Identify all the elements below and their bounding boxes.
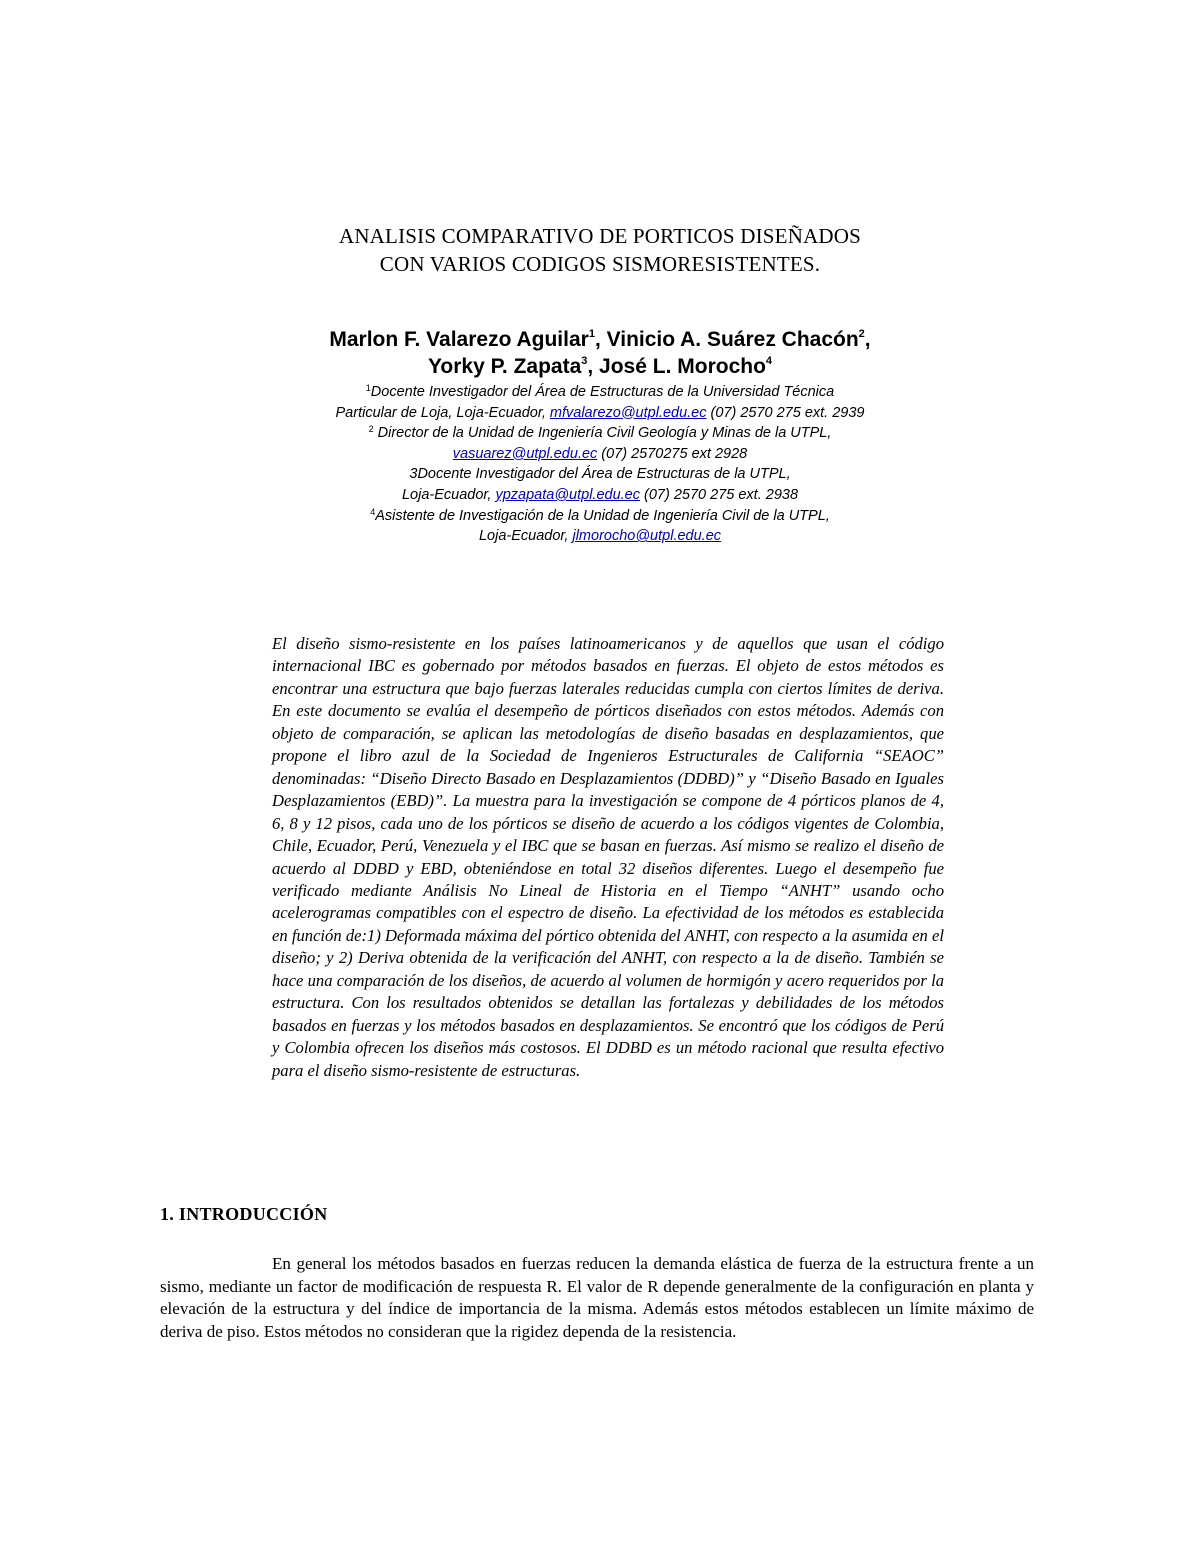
- title-line-1: ANALISIS COMPARATIVO DE PORTICOS DISEÑADOS: [338, 224, 862, 248]
- affiliation-2-line-2: [160, 444, 1040, 465]
- affiliation-text: Particular de Loja, Loja-Ecuador,: [335, 404, 550, 421]
- affiliation-mark: 4: [370, 506, 376, 517]
- author-separator: ,: [587, 355, 600, 378]
- affiliation-phone: (07) 2570275 ext 2928: [597, 445, 748, 462]
- author-line-1: [160, 326, 1040, 353]
- affiliation-mark: 1: [365, 383, 371, 393]
- author-name: José L. Morocho: [599, 355, 766, 378]
- affiliation-3-line-1: 3Docente Investigador del Área de Estructuras de la UTPL,: [409, 466, 791, 483]
- author-affiliation-mark: 1: [588, 328, 595, 340]
- author-name: Vinicio A. Suárez Chacón: [606, 328, 859, 351]
- author-name: Marlon F. Valarezo Aguilar: [329, 328, 589, 351]
- email-link[interactable]: ypzapata@utpl.edu.ec: [495, 486, 640, 503]
- affiliation-3-line-2: [160, 485, 1040, 506]
- body-paragraph: En general los métodos basados en fuerzas reducen la demanda elástica de fuerza de la estructura frente a un sismo, mediante un factor de modificación de respuesta R. El valor de R depende generalmente de la configuración en planta y elevación de la estructura y del índice de importancia de la misma. Además estos métodos establecen un límite máximo de deriva de piso. Estos métodos no consideran que la rigidez dependa de la resistencia.: [160, 1254, 1034, 1341]
- author-affiliation-mark: 4: [765, 355, 773, 367]
- author-affiliation-mark: 3: [581, 355, 588, 367]
- affiliation-text: Asistente de Investigación de la Unidad de Ingeniería Civil de la UTPL,: [375, 507, 830, 524]
- email-link[interactable]: mfvalarezo@utpl.edu.ec: [549, 404, 707, 421]
- author-line-2: [160, 353, 1040, 380]
- affiliation-text: Loja-Ecuador,: [401, 486, 496, 503]
- paper-title: [160, 222, 1040, 278]
- affiliation-2-line-1: [160, 423, 1040, 444]
- email-link[interactable]: vasuarez@utpl.edu.ec: [452, 445, 598, 462]
- author-separator: ,: [864, 328, 871, 351]
- affiliation-text: Director de la Unidad de Ingeniería Civil Geología y Minas de la UTPL,: [373, 425, 832, 442]
- affiliation-phone: (07) 2570 275 ext. 2938: [640, 486, 799, 503]
- affiliation-1-line-1: [160, 382, 1040, 403]
- title-line-2: CON VARIOS CODIGOS SISMORESISTENTES.: [379, 252, 821, 276]
- section-heading: 1. INTRODUCCIÓN: [160, 1204, 328, 1224]
- affiliation-phone: (07) 2570 275 ext. 2939: [706, 404, 865, 421]
- abstract-paragraph: El diseño sismo-resistente en los países latinoamericanos y de aquellos que usan el código internacional IBC es gobernado por métodos basados en fuerzas. El objeto de estos métodos es encontrar una estructura que bajo fuerzas laterales reducidas cumpla con ciertos límites de deriva. En este documento se evalúa el desempeño de pórticos diseñados con estos métodos. Además con objeto de comparación, se aplican las metodologías de diseño basadas en desplazamientos, que propone el libro azul de la Sociedad de Ingenieros Estructurales de California “SEAOC” denominadas: “Diseño Directo Basado en Desplazamientos (DDBD)” y “Diseño Basado en Iguales Desplazamientos (EBD)”. La muestra para la investigación se compone de 4 pórticos planos de 4, 6, 8 y 12 pisos, cada uno de los pórticos se diseño de acuerdo a los códigos vigentes de Colombia, Chile, Ecuador, Perú, Venezuela y el IBC que se basan en fuerzas. Así mismo se realizo el diseño de acuerdo al DDBD y EBD, obteniéndose en total 32 diseños diferentes. Luego el desempeño fue verificado mediante Análisis No Lineal de Historia en el Tiempo “ANHT” usando ocho acelerogramas compatibles con el espectro de diseño. La efectividad de los métodos es establecida en función de:1) Deformada máxima del pórtico obtenida del ANHT, con respecto a la asumida en el diseño; y 2) Deriva obtenida de la verificación del ANHT, con respecto a la de diseño. También se hace una comparación de los diseños, de acuerdo al volumen de hormigón y acero requeridos por la estructura. Con los resultados obtenidos se detallan las fortalezas y debilidades de los métodos basados en fuerzas y los métodos basados en desplazamientos. Se encontró que los códigos de Perú y Colombia ofrecen los diseños más costosos. El DDBD es un método racional que resulta efectivo para el diseño sismo-resistente de estructuras.: [272, 634, 944, 1080]
- author-affiliation-mark: 2: [858, 328, 865, 340]
- affiliation-text: Docente Investigador del Área de Estructuras de la Universidad Técnica: [370, 384, 835, 400]
- author-name: Yorky P. Zapata: [427, 355, 582, 378]
- affiliation-text: Loja-Ecuador,: [478, 528, 573, 545]
- affiliation-mark: 2: [368, 424, 374, 435]
- author-list: [160, 326, 1040, 380]
- affiliation-4-line-1: [160, 506, 1040, 527]
- affiliation-1-line-2: [160, 403, 1040, 424]
- affiliation-4-line-2: [160, 526, 1040, 547]
- email-link[interactable]: jlmorocho@utpl.edu.ec: [572, 528, 722, 545]
- author-separator: ,: [594, 328, 607, 351]
- affiliations-block: [160, 382, 1040, 547]
